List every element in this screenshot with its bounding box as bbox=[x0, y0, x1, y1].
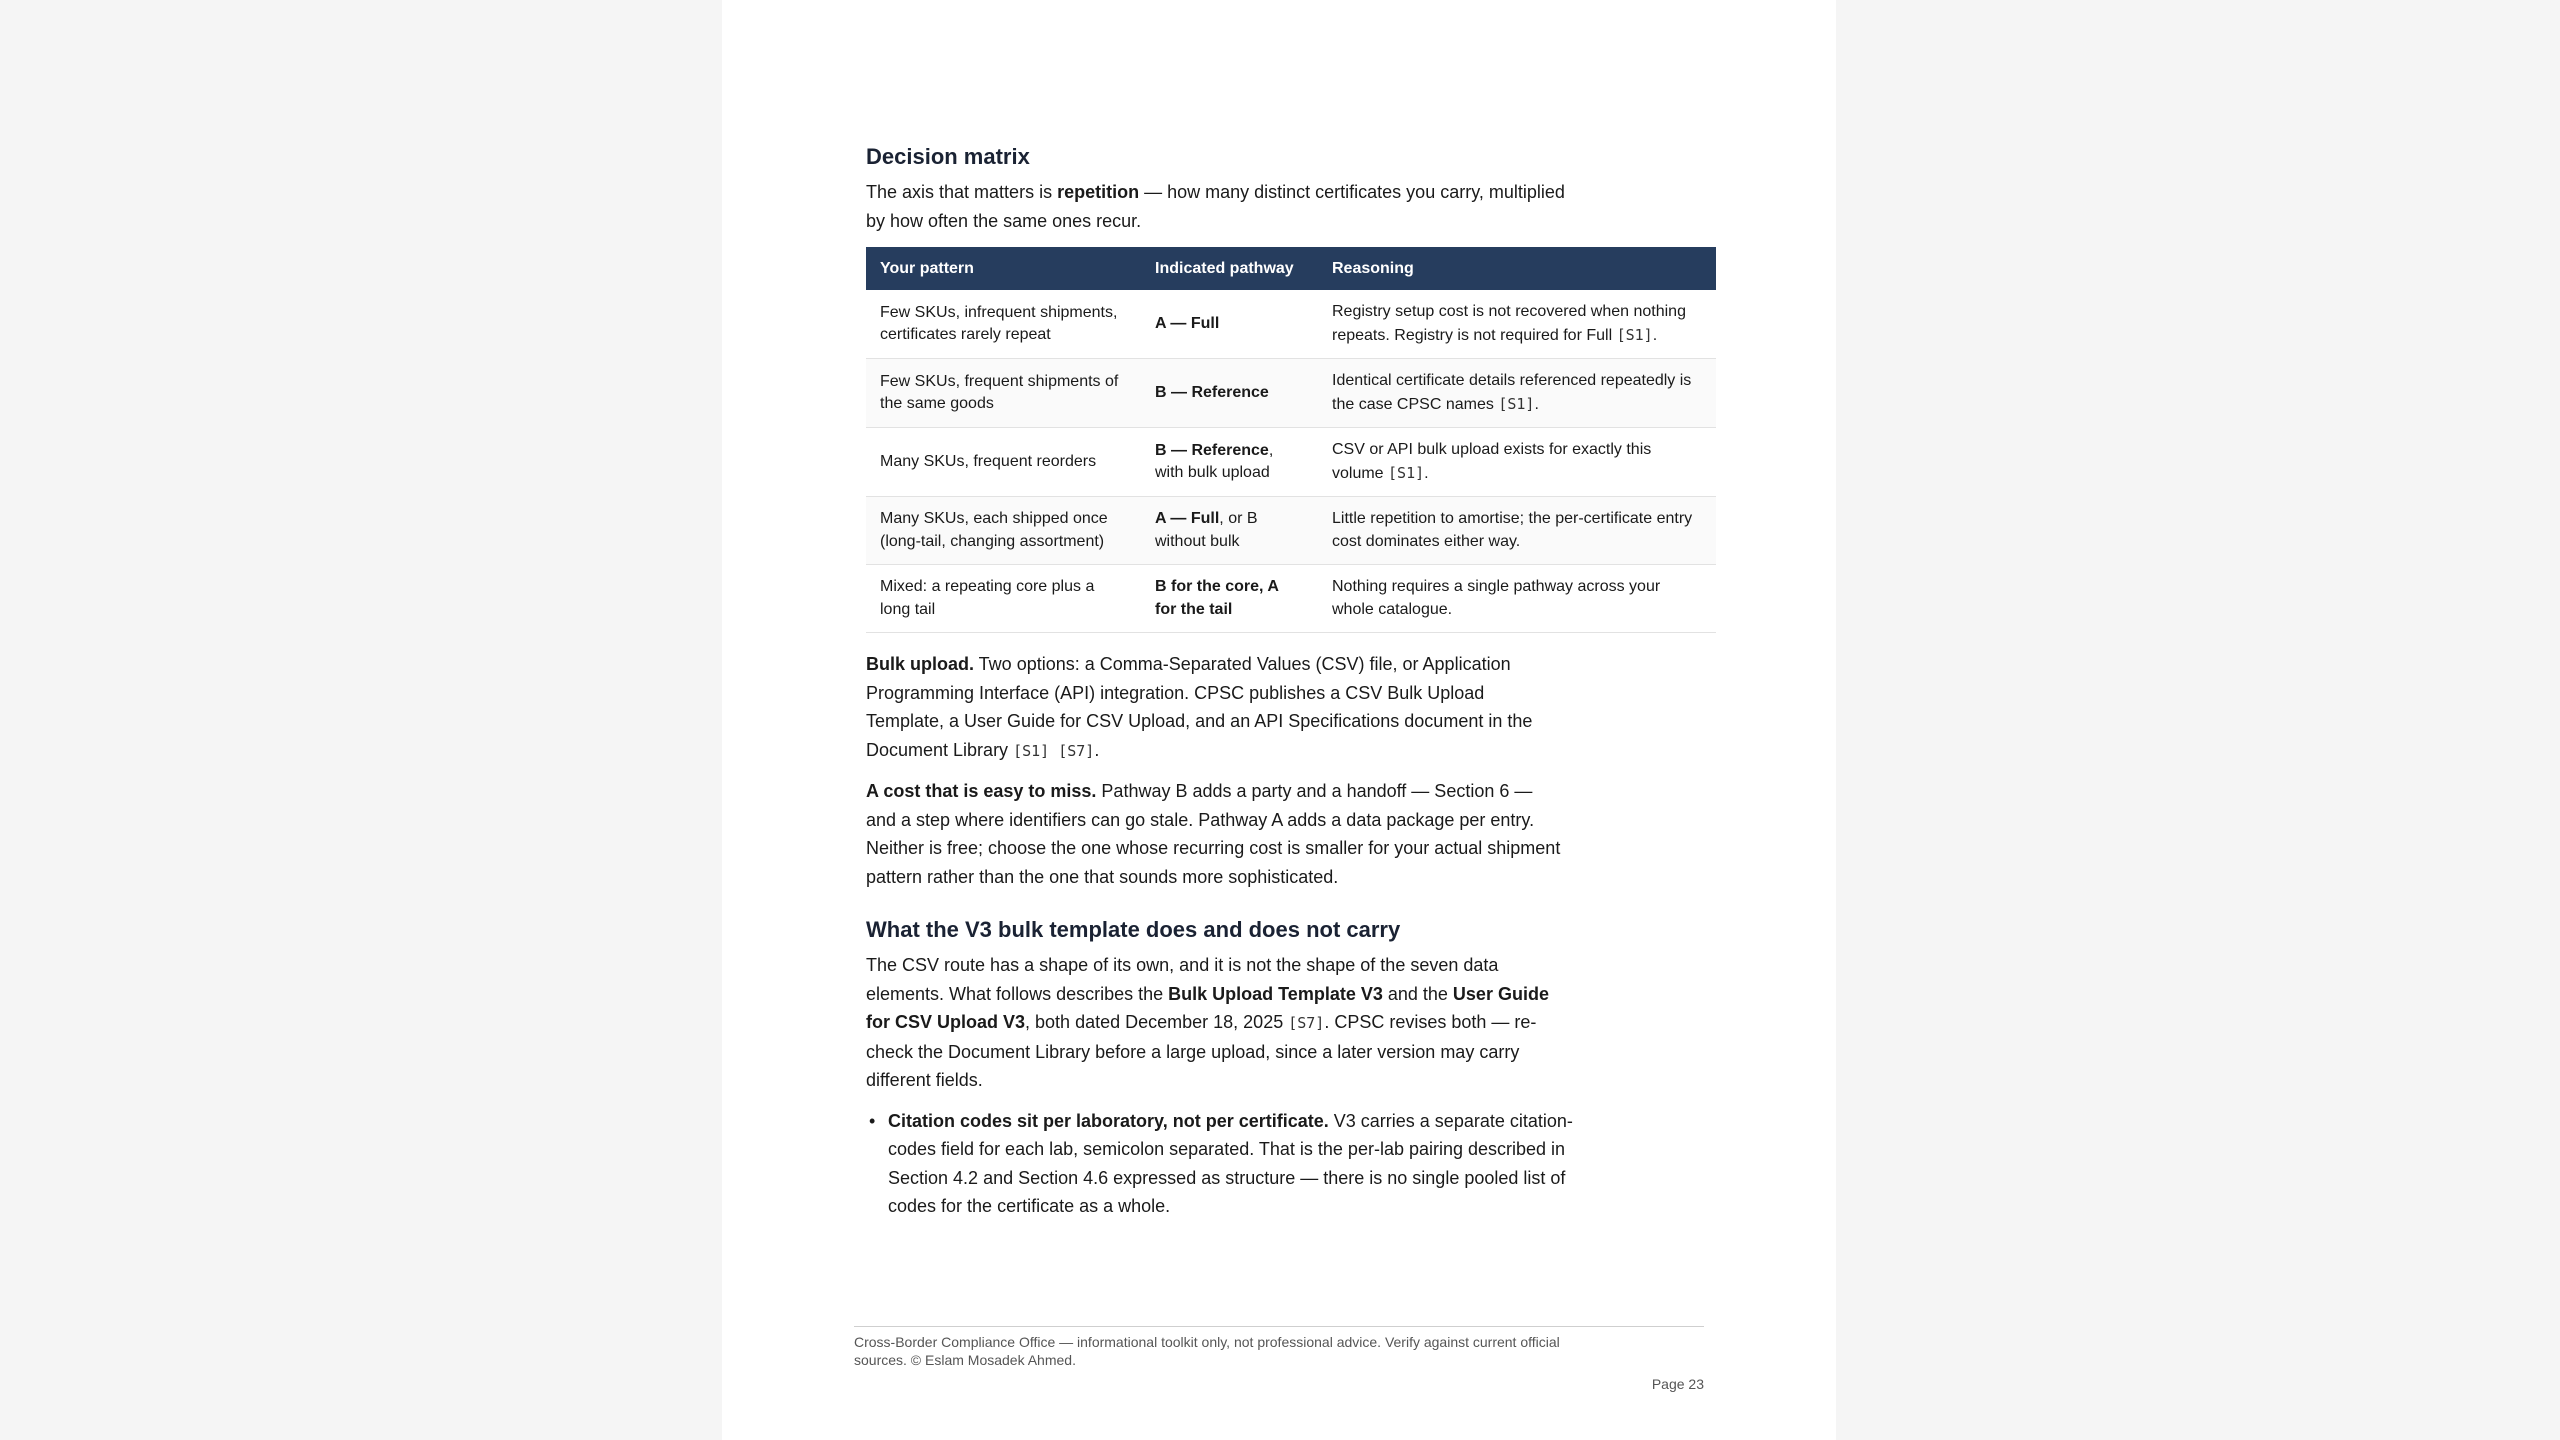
header-indicated-pathway: Indicated pathway bbox=[1141, 247, 1318, 290]
table-row bbox=[866, 359, 1716, 428]
table-header-row bbox=[866, 247, 1716, 290]
pathway-bold: B — Reference bbox=[1155, 441, 1269, 459]
pathway-bold: B for the core, A for the tail bbox=[1155, 578, 1279, 618]
intro-bold: repetition bbox=[1057, 182, 1140, 202]
cell-pattern: Many SKUs, each shipped once (long-tail, changing assortment) bbox=[866, 497, 1141, 565]
pathway-rest: , with bulk upload bbox=[1155, 441, 1274, 481]
cell-pattern: Few SKUs, frequent shipments of the same goods bbox=[866, 359, 1141, 428]
bulk-lead: Bulk upload. bbox=[866, 654, 974, 674]
list-item bbox=[869, 1107, 1588, 1221]
v3-bullet-list bbox=[866, 1107, 1588, 1221]
citation: [S1] bbox=[1616, 325, 1653, 344]
cell-reasoning bbox=[1318, 497, 1716, 565]
cost-paragraph bbox=[866, 777, 1566, 891]
cell-pathway bbox=[1141, 359, 1318, 428]
decision-matrix-heading: Decision matrix bbox=[866, 144, 1030, 169]
table-row bbox=[866, 428, 1716, 497]
v3-p3: , both dated December 18, 2025 bbox=[1025, 1012, 1289, 1032]
cell-reasoning bbox=[1318, 565, 1716, 633]
header-your-pattern: Your pattern bbox=[866, 247, 1141, 290]
reasoning-text: Registry setup cost is not recovered when nothing repeats. Registry is not required for Full bbox=[1332, 303, 1686, 344]
header-reasoning: Reasoning bbox=[1318, 247, 1716, 290]
cell-reasoning bbox=[1318, 428, 1716, 497]
reasoning-text: CSV or API bulk upload exists for exactly this volume bbox=[1332, 441, 1652, 482]
cell-pathway bbox=[1141, 290, 1318, 359]
v3-b2: User Guide for CSV Upload V3 bbox=[866, 983, 1549, 1032]
bullet-lead: Citation codes sit per laboratory, not per certificate. bbox=[888, 1110, 1329, 1131]
table-row bbox=[866, 497, 1716, 565]
v3-paragraph bbox=[866, 951, 1566, 1095]
pathway-bold: A — Full bbox=[1155, 314, 1220, 332]
bulk-tail: . bbox=[1094, 739, 1100, 760]
cell-pathway bbox=[1141, 497, 1318, 565]
decision-matrix-table bbox=[866, 247, 1716, 633]
cell-reasoning bbox=[1318, 359, 1716, 428]
pathway-bold: B — Reference bbox=[1155, 383, 1269, 401]
v3-p4: . CPSC revises both — re-check the Document Library before a large upload, since a later version may carry different fields. bbox=[866, 1012, 1537, 1090]
citation: [S1] [S7] bbox=[1013, 741, 1095, 760]
v3-p1: The CSV route has a shape of its own, and it is not the shape of the seven data elements. What follows describes the bbox=[866, 955, 1499, 1004]
bulk-upload-paragraph bbox=[866, 650, 1566, 765]
document-page bbox=[722, 0, 1836, 1440]
footer-disclaimer: Cross-Border Compliance Office — informational toolkit only, not professional advice. Verify against current official sources. © Eslam Mosadek Ahmed. bbox=[854, 1334, 1560, 1368]
cell-pathway bbox=[1141, 428, 1318, 497]
reasoning-tail: . bbox=[1424, 464, 1429, 482]
page-content bbox=[866, 142, 1716, 1221]
reasoning-text: Identical certificate details referenced repeatedly is the case CPSC names bbox=[1332, 372, 1692, 413]
cell-reasoning bbox=[1318, 290, 1716, 359]
cell-pattern: Many SKUs, frequent reorders bbox=[866, 428, 1141, 497]
bulk-text: Two options: a Comma-Separated Values (CSV) file, or Application Programming Interface (API) integration. CPSC publishes a CSV Bulk Upload Template, a User Guide for CSV Upload, and an API Specifications document in the Document Library bbox=[866, 654, 1533, 760]
bullet-dot: • bbox=[869, 1110, 876, 1131]
page-footer bbox=[854, 1326, 1704, 1392]
reasoning-tail: . bbox=[1652, 326, 1658, 344]
v3-b1: Bulk Upload Template V3 bbox=[1168, 983, 1383, 1004]
intro-post: — how many distinct certificates you carry, multiplied by how often the same ones recur. bbox=[866, 182, 1565, 231]
cost-text: Pathway B adds a party and a handoff — Section 6 — and a step where identifiers can go stale. Pathway A adds a data package per entry. Neither is free; choose the one whose recurring cost is smaller for your actual shipment pattern rather than the one that sounds more sophisticated. bbox=[866, 781, 1561, 887]
intro-pre: The axis that matters is bbox=[866, 182, 1058, 202]
table-row bbox=[866, 565, 1716, 633]
bullet-text: V3 carries a separate citation-codes field for each lab, semicolon separated. That is the per-lab pairing described in Section 4.2 and Section 4.6 expressed as structure — there is no single pooled list of codes for the certificate as a whole. bbox=[888, 1110, 1573, 1216]
table-row bbox=[866, 290, 1716, 359]
reasoning-tail: . bbox=[1534, 395, 1539, 413]
cost-lead: A cost that is easy to miss. bbox=[866, 781, 1097, 801]
pathway-bold: A — Full bbox=[1155, 510, 1220, 527]
decision-intro bbox=[866, 178, 1566, 235]
v3-template-heading: What the V3 bulk template does and does not carry bbox=[866, 917, 1401, 942]
cell-pattern: Mixed: a repeating core plus a long tail bbox=[866, 565, 1141, 633]
reasoning-text: Little repetition to amortise; the per-certificate entry cost dominates either way. bbox=[1332, 510, 1693, 550]
citation: [S1] bbox=[1388, 463, 1425, 482]
reasoning-text: Nothing requires a single pathway across your whole catalogue. bbox=[1332, 578, 1661, 618]
cell-pattern: Few SKUs, infrequent shipments, certificates rarely repeat bbox=[866, 290, 1141, 359]
citation: [S7] bbox=[1288, 1014, 1325, 1032]
pathway-rest: , or B without bulk bbox=[1155, 510, 1258, 550]
page-number: Page 23 bbox=[1651, 1376, 1704, 1392]
citation: [S1] bbox=[1498, 394, 1535, 413]
cell-pathway bbox=[1141, 565, 1318, 633]
v3-p2: and the bbox=[1382, 983, 1453, 1004]
